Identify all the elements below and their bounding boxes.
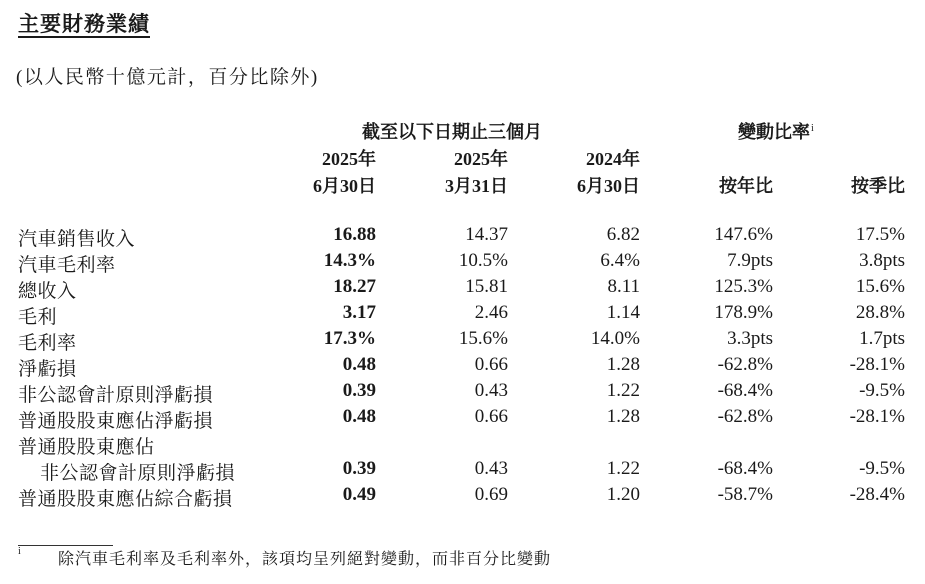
cell-q2-2024: 6.4% [600,250,640,271]
cell-yoy: 178.9% [714,302,773,323]
cell-q2-2025: 0.48 [342,406,376,427]
col2-year: 2025年 [454,149,508,169]
col2-date: 3月31日 [445,176,508,196]
table-row [0,406,925,432]
row-label: 汽車銷售收入 [18,229,136,250]
cell-yoy: -62.8% [717,406,773,427]
cell-q2-2024: 6.82 [606,224,640,245]
cell-qoq: -9.5% [859,380,905,401]
table-row [0,224,925,250]
row-label: 普通股股東應佔 [18,437,155,458]
table-row [0,484,925,510]
table-row [0,354,925,380]
col1-date: 6月30日 [313,176,376,196]
table-row [0,432,925,458]
units-note: (以人民幣十億元計，百分比除外) [16,67,319,88]
cell-yoy: -58.7% [717,484,773,505]
cell-yoy: 147.6% [714,224,773,245]
col3-date: 6月30日 [577,176,640,196]
table-row [0,250,925,276]
cell-q2-2025: 17.3% [323,328,376,349]
cell-q1-2025: 2.46 [474,302,508,323]
table-row [0,380,925,406]
cell-qoq: 15.6% [855,276,905,297]
cell-q1-2025: 0.69 [474,484,508,505]
cell-yoy: -68.4% [717,380,773,401]
cell-yoy: 3.3pts [727,328,773,349]
row-label: 總收入 [18,281,77,302]
period-group-header: 截至以下日期止三個月 [362,122,542,142]
change-group-header [738,118,814,144]
cell-yoy: -62.8% [717,354,773,375]
row-label: 普通股股東應佔淨虧損 [18,411,214,432]
cell-qoq: -28.4% [849,484,905,505]
cell-qoq: -9.5% [859,458,905,479]
cell-q1-2025: 0.43 [474,380,508,401]
col1-year: 2025年 [322,149,376,169]
cell-q2-2025: 3.17 [342,302,376,323]
cell-q2-2025: 16.88 [333,224,376,245]
table-row [0,302,925,328]
cell-yoy: 125.3% [714,276,773,297]
row-label: 淨虧損 [18,359,77,380]
footnote-marker: i [18,546,21,557]
footnote-text: 除汽車毛利率及毛利率外，該項均呈列絕對變動，而非百分比變動 [58,551,552,568]
cell-q1-2025: 0.43 [474,458,508,479]
cell-qoq: 3.8pts [859,250,905,271]
cell-qoq: 28.8% [855,302,905,323]
table-row [0,328,925,354]
row-label: 毛利 [18,307,58,328]
cell-q1-2025: 15.81 [465,276,508,297]
col3-year: 2024年 [586,149,640,169]
row-label: 汽車毛利率 [18,255,116,276]
row-label: 非公認會計原則淨虧損 [40,463,236,484]
cell-q2-2024: 1.28 [606,406,640,427]
cell-q2-2025: 0.48 [342,354,376,375]
cell-q2-2024: 14.0% [590,328,640,349]
cell-q2-2025: 0.39 [342,458,376,479]
cell-yoy: 7.9pts [727,250,773,271]
cell-qoq: 17.5% [855,224,905,245]
cell-q2-2024: 1.20 [606,484,640,505]
cell-q2-2025: 14.3% [323,250,376,271]
cell-q2-2025: 18.27 [333,276,376,297]
cell-yoy: -68.4% [717,458,773,479]
table-row [0,458,925,484]
cell-q1-2025: 15.6% [458,328,508,349]
row-label: 毛利率 [18,333,77,354]
cell-q1-2025: 10.5% [458,250,508,271]
section-title: 主要財務業績 [18,12,150,36]
cell-q2-2024: 1.28 [606,354,640,375]
col5-header: 按季比 [851,176,905,196]
cell-qoq: 1.7pts [859,328,905,349]
cell-qoq: -28.1% [849,406,905,427]
row-label: 普通股股東應佔綜合虧損 [18,489,233,510]
row-label: 非公認會計原則淨虧損 [18,385,214,406]
cell-q1-2025: 0.66 [474,406,508,427]
cell-q1-2025: 0.66 [474,354,508,375]
cell-q2-2025: 0.39 [342,380,376,401]
col4-header: 按年比 [719,176,773,196]
footnote-marker: i [811,123,814,134]
cell-q2-2024: 1.14 [606,302,640,323]
cell-q2-2024: 1.22 [606,458,640,479]
cell-q1-2025: 14.37 [465,224,508,245]
cell-qoq: -28.1% [849,354,905,375]
change-group-header-label: 變動比率 [738,122,810,142]
table-row [0,276,925,302]
cell-q2-2024: 1.22 [606,380,640,401]
cell-q2-2025: 0.49 [342,484,376,505]
cell-q2-2024: 8.11 [607,276,640,297]
